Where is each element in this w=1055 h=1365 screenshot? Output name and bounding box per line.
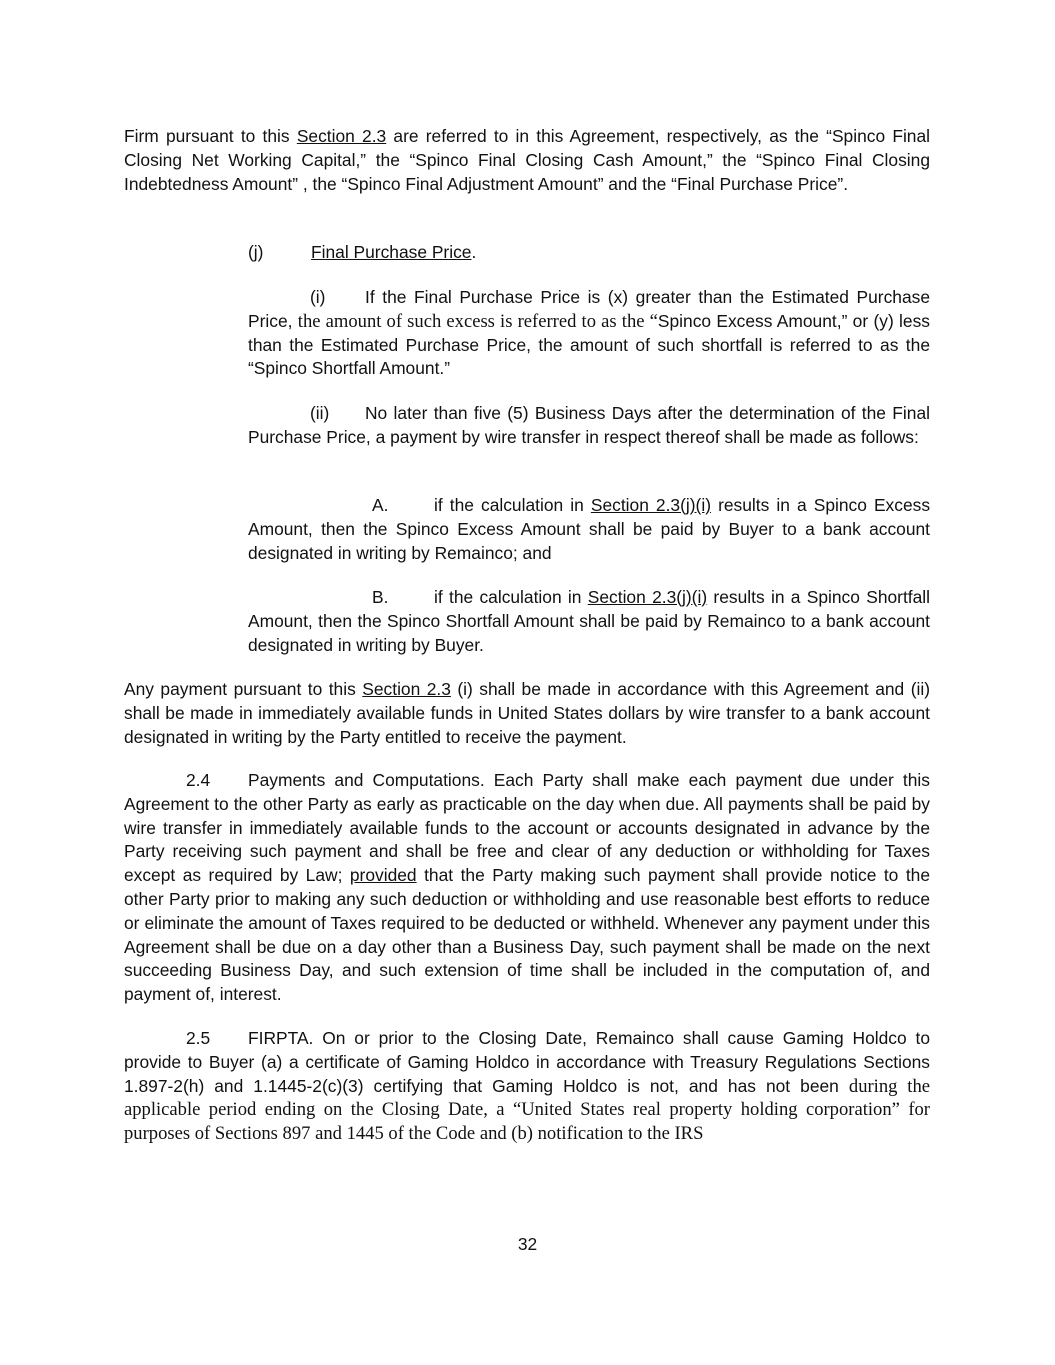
- any-payment-paragraph: [124, 678, 930, 749]
- page-number: 32: [517, 1234, 538, 1254]
- item-ii-text: No later than five (5) Business Days after the determination of the Final Purchase Price, a payment by wire transfer in respect thereof shall be made as follows:: [248, 403, 930, 447]
- item-i-text-2: the amount of such excess is referred to as the “: [297, 310, 658, 332]
- intro-paragraph: [124, 125, 930, 196]
- item-i-text-1: If the Final Purchase Price is (x) greater than the Estimated Purchase Price,: [248, 287, 930, 331]
- item-ii-paragraph: [248, 402, 930, 450]
- section-2-5-text-2: during the applicable period ending on the Closing Date, a “United States real property holding corporation” for purposes of Sections 897 and 1445 of the Code and (b) notification to the IRS: [124, 1075, 930, 1145]
- item-i-paragraph: [248, 286, 930, 381]
- section-2-4-paragraph: [124, 769, 930, 1007]
- section-2-4-text-1: Each Party shall make each payment due under this Agreement to the other Party as early as practicable on the day when due. All payments shall be paid by wire transfer in immediately available funds to the account or accounts designated in advance by the Party receiving such payment and shall be free and clear of any deduction or withholding for Taxes except as required by Law;: [124, 770, 930, 886]
- section-2-5-title: FIRPTA.: [248, 1028, 314, 1048]
- item-b-section-reference: Section 2.3(j)(i): [587, 587, 708, 607]
- section-reference: Section 2.3: [296, 126, 387, 146]
- item-a-text-2: results in a Spinco Excess Amount, then the Spinco Excess Amount shall be paid by Buyer to a bank account designated in writing by Remainco; and: [248, 495, 931, 563]
- item-a-section-reference: Section 2.3(j)(i): [590, 495, 712, 515]
- section-2-5-number: 2.5: [186, 1028, 211, 1048]
- any-payment-text-2: (i) shall be made in accordance with this Agreement and (ii) shall be made in immediately available funds in United States dollars by wire transfer to a bank account designated in writing by the Party entitled to receive the payment.: [124, 679, 931, 747]
- section-j-heading: [248, 241, 930, 265]
- provided-term: provided: [349, 865, 417, 886]
- item-ii-label: (ii): [310, 403, 330, 423]
- item-i-text-3: Spinco Excess Amount,” or (y) less than the Estimated Purchase Price, the amount of such shortfall is referred to as the “Spinco Shortfall Amount.”: [248, 310, 930, 379]
- section-2-4-number: 2.4: [186, 770, 211, 790]
- intro-text-start: Firm pursuant to this: [124, 126, 297, 146]
- section-2-4-title: Payments and Computations.: [248, 770, 485, 790]
- item-b-label: B.: [372, 587, 389, 607]
- section-2-4-text-2: that the Party making such payment shall provide notice to the other Party prior to making any such deduction or withholding and use reasonable best efforts to reduce or eliminate the amount of Taxes required to be deducted or withheld. Whenever any payment under this Agreement shall be due on a day other than a Business Day, such payment shall be made on the next succeeding Business Day, and such extension of time shall be included in the computation of, and payment of, interest.: [124, 865, 930, 1005]
- item-i-label: (i): [310, 287, 326, 307]
- item-b-paragraph: [248, 586, 930, 657]
- item-a-paragraph: [248, 494, 930, 565]
- any-payment-section-reference: Section 2.3: [362, 679, 451, 699]
- intro-text-end: are referred to in this Agreement, respectively, as the “Spinco Final Closing Net Working Capital,” the “Spinco Final Closing Cash Amount,” the “Spinco Final Closing Indebtedness Amount” , the “Spinco Final Adjustment Amount” and the “Final Purchase Price”.: [124, 126, 931, 194]
- item-b-text-2: results in a Spinco Shortfall Amount, then the Spinco Shortfall Amount shall be paid by Remainco to a bank account designated in writing by Buyer.: [248, 587, 931, 655]
- item-b-text-1: if the calculation in: [434, 587, 588, 607]
- section-2-5-text-1: On or prior to the Closing Date, Remainco shall cause Gaming Holdco to provide to Buyer (a) a certificate of Gaming Holdco in accordance with Treasury Regulations Sections 1.897-2(h) and 1.1445-2(c)(3) certifying that Gaming Holdco is not, and has not been: [124, 1028, 930, 1096]
- any-payment-text-1: Any payment pursuant to this: [124, 679, 363, 699]
- item-a-label: A.: [372, 495, 389, 515]
- section-2-5-paragraph: [124, 1027, 930, 1146]
- item-a-text-1: if the calculation in: [434, 495, 591, 515]
- section-j-period: .: [471, 242, 477, 262]
- section-j-title: Final Purchase Price: [311, 242, 472, 262]
- section-j-label: (j): [248, 242, 264, 262]
